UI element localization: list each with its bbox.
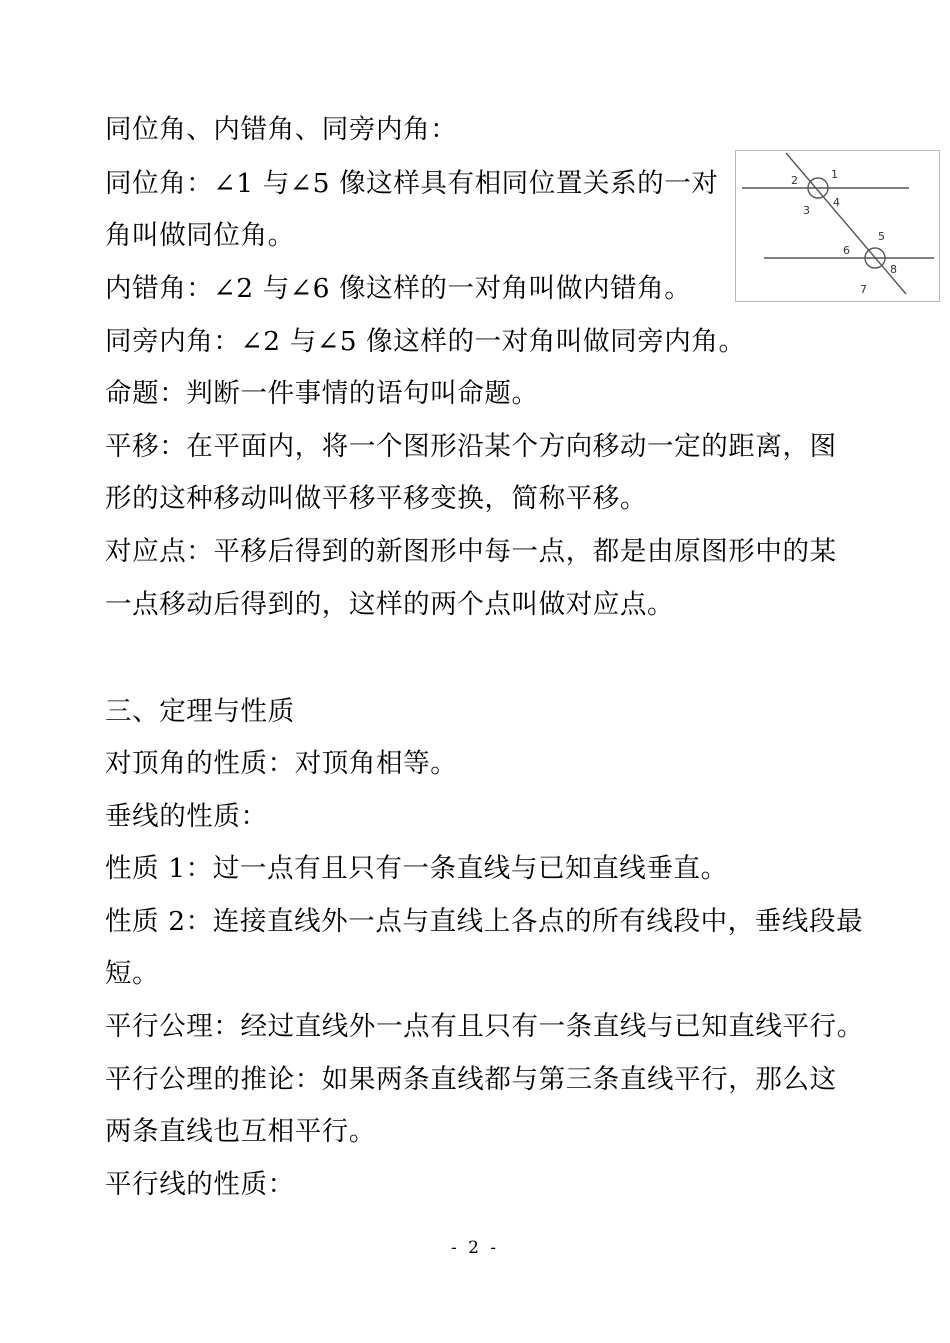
text-line: 同位角：∠1 与∠5 像这样具有相同位置关系的一对 [105, 168, 719, 199]
text-line: 性质 2：连接直线外一点与直线上各点的所有线段中，垂线段最 [105, 906, 864, 937]
angle-diagram [736, 151, 939, 301]
text-line: 平行公理的推论：如果两条直线都与第三条直线平行，那么这 [105, 1064, 837, 1095]
page-number: - 2 - [450, 1238, 500, 1258]
text-line: 对应点：平移后得到的新图形中每一点，都是由原图形中的某 [105, 536, 837, 567]
text-line: 短。 [105, 958, 160, 989]
angle-label-8: 8 [890, 263, 897, 276]
text-line: 平行线的性质： [105, 1169, 295, 1200]
text-line: 性质 1：过一点有且只有一条直线与已知直线垂直。 [105, 853, 728, 884]
transversal-line [786, 153, 906, 294]
angle-label-2: 2 [791, 174, 798, 187]
text-line: 同位角、内错角、同旁内角： [105, 114, 458, 145]
text-line: 形的这种移动叫做平移平移变换，简称平移。 [105, 483, 647, 514]
text-line: 平移：在平面内，将一个图形沿某个方向移动一定的距离，图 [105, 431, 837, 462]
section-heading: 三、定理与性质 [105, 696, 295, 727]
angle-label-3: 3 [803, 204, 810, 217]
text-line: 同旁内角：∠2 与∠5 像这样的一对角叫做同旁内角。 [105, 326, 746, 357]
angle-label-5: 5 [878, 230, 885, 243]
angle-label-6: 6 [843, 244, 850, 257]
text-line: 垂线的性质： [105, 801, 268, 832]
text-line: 两条直线也互相平行。 [105, 1116, 376, 1147]
angle-label-4: 4 [833, 196, 840, 209]
text-line: 平行公理：经过直线外一点有且只有一条直线与已知直线平行。 [105, 1011, 864, 1042]
text-line: 对顶角的性质：对顶角相等。 [105, 748, 458, 779]
text-line: 命题：判断一件事情的语句叫命题。 [105, 378, 539, 409]
text-line: 一点移动后得到的，这样的两个点叫做对应点。 [105, 589, 675, 620]
text-line: 角叫做同位角。 [105, 220, 295, 251]
angle-label-1: 1 [831, 168, 838, 181]
parallel-lines-figure [735, 150, 940, 302]
text-line: 内错角：∠2 与∠6 像这样的一对角叫做内错角。 [105, 273, 692, 304]
angle-label-7: 7 [860, 283, 867, 296]
